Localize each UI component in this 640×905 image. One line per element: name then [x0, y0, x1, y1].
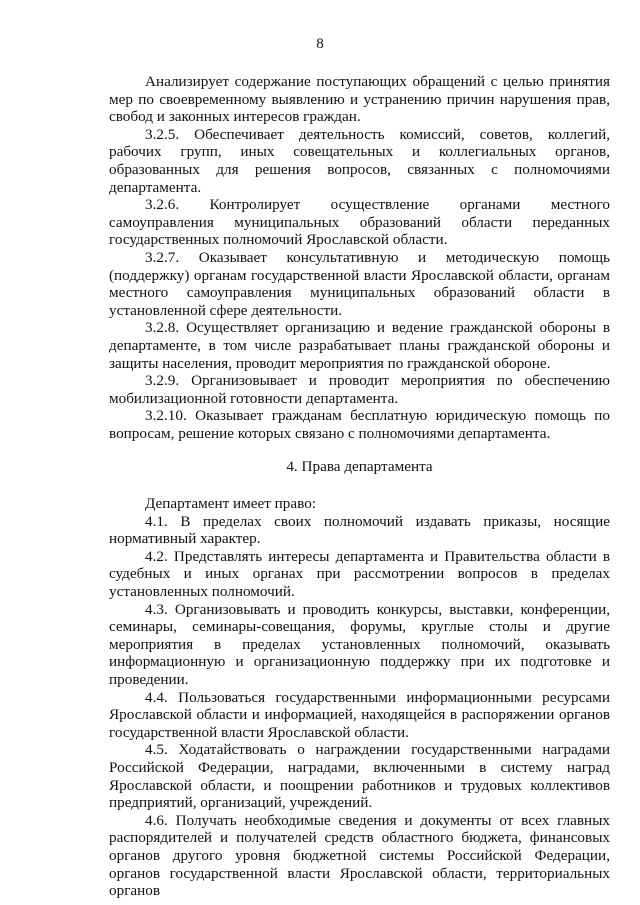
document-body — [109, 73, 610, 900]
paragraph-rights-intro: Департамент имеет право: — [145, 495, 317, 513]
paragraph-4-5: 4.5. Ходатайствовать о награждении государственными наградами Российской Федерации, наградами, включенными в систему наград Ярославской области, и поощрении работников и трудовых коллективов предприятий, организаций, учреждений. — [109, 741, 610, 812]
paragraph-4-2: 4.2. Представлять интересы департамента и Правительства области в судебных и иных органах при рассмотрении вопросов в пределах установленных полномочий. — [109, 547, 610, 601]
paragraph-3-2-9: 3.2.9. Организовывает и проводит мероприятия по обеспечению мобилизационной готовности департамента. — [109, 372, 610, 407]
paragraph-3-2-5: 3.2.5. Обеспечивает деятельность комиссий, советов, коллегий, рабочих групп, иных совещательных и коллегиальных органов, образованных для решения вопросов, связанных с полномочиями департамента. — [109, 125, 610, 196]
paragraph-3-2-10: 3.2.10. Оказывает гражданам бесплатную юридическую помощь по вопросам, решение которых связано с полномочиями департамента. — [109, 407, 610, 442]
paragraph-3-2-7: 3.2.7. Оказывает консультативную и методическую помощь (поддержку) органам государственной власти Ярославской области, органам местного самоуправления муниципальных образований области в установленной сфере деятельности. — [109, 248, 610, 319]
paragraph-4-1: 4.1. В пределах своих полномочий издавать приказы, носящие нормативный характер. — [109, 512, 610, 548]
paragraph-4-6: 4.6. Получать необходимые сведения и документы от всех главных распорядителей и получателей средств областного бюджета, финансовых органов другого уровня бюджетной системы Российской Федерации, органов государственной власти Ярославской области, территориальных органов — [109, 811, 610, 900]
paragraph-analysis: Анализирует содержание поступающих обращений с целью принятия мер по своевременному выявлению и устранению причин нарушения прав, свобод и законных интересов граждан. — [109, 73, 610, 126]
paragraph-3-2-8: 3.2.8. Осуществляет организацию и ведение гражданской обороны в департаменте, в том числе разрабатывает планы гражданской обороны и защиты населения, проводит мероприятия по гражданской обороне. — [109, 319, 610, 372]
page-number: 8 — [316, 36, 324, 52]
paragraph-4-3: 4.3. Организовывать и проводить конкурсы, выставки, конференции, семинары, семинары-совещания, форумы, круглые столы и другие мероприятия в пределах установленных полномочий, оказывать информационную и организационную поддержку при их подготовке и проведении. — [109, 600, 610, 688]
section-heading: 4. Права департамента — [286, 458, 433, 476]
paragraph-3-2-6: 3.2.6. Контролирует осуществление органами местного самоуправления муниципальных образований области переданных государственных полномочий Ярославской области. — [109, 196, 610, 249]
paragraph-4-4: 4.4. Пользоваться государственными информационными ресурсами Ярославской области и информацией, находящейся в распоряжении органов государственной власти Ярославской области. — [109, 688, 610, 741]
